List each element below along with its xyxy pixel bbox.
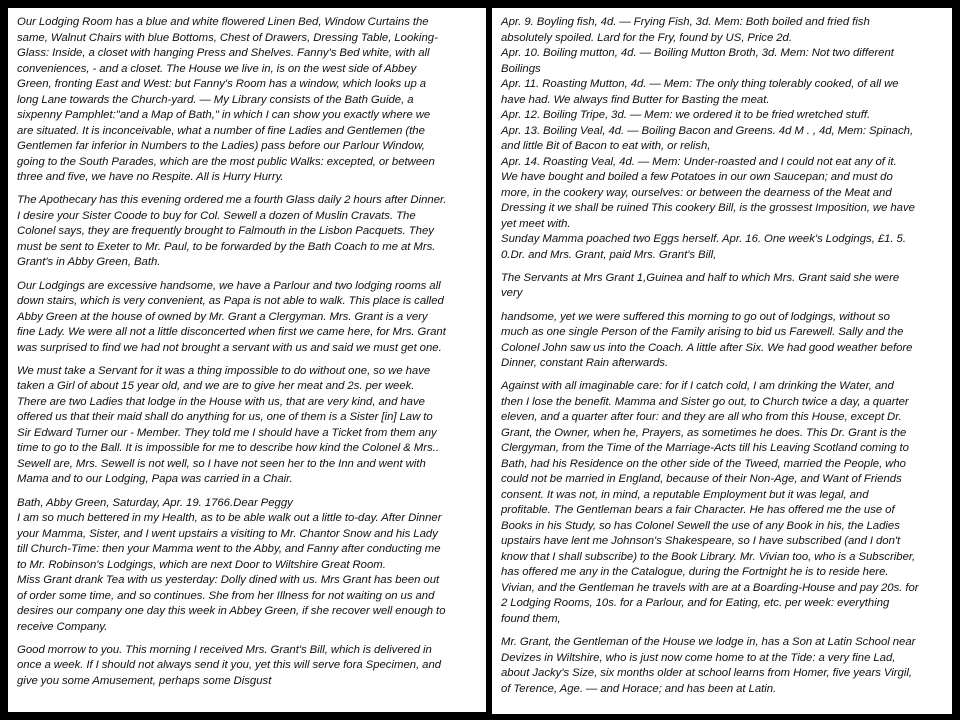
text-line: 2 Lodging Rooms, 10s. for a Parlour, and for Eating, etc. per week: everything [501,597,890,610]
text-line: Books in his Study, so has Colonel Sewell the use of any Book in his, the Ladies [501,519,900,532]
text-line: Abby Green at the house of owned by Mr. Grant a Clergyman. Mrs. Grant is a very [17,310,428,323]
text-line: We have bought and boiled a few Potatoes in our own Saucepan; and must do [501,171,893,183]
paragraph [17,193,477,271]
text-line: three and five, we have no Respite. All is Hurry Hurry. [17,171,284,183]
text-line: Apr. 11. Roasting Mutton, 4d. — Mem: The only thing tolerably cooked, of all we [501,78,899,90]
paragraph [17,279,477,357]
text-line: Against with all imaginable care: for if I catch cold, I am drinking the Water, and [501,380,894,393]
text-line: desires our company one day this week in Abbey Green, if she recover well enough to [17,605,446,618]
text-line: Bath, had his Residence on the other side of the Tweed, married the People, who [501,457,906,470]
text-line: Grant, the Owner, when he, Prayers, as sometimes he does. This Dr. Grant is the [501,426,907,439]
right-page [492,8,952,714]
text-line: of order some time, and so continues. She from her Illness for not waiting on us and [17,589,435,602]
text-line: I desire your Sister Coode to buy for Col. Sewell a dozen of Muslin Cravats. The [17,209,416,222]
text-line: has offered me any in the Catalogue, during the Fortnight he is to reside here. [501,566,889,579]
text-line: then I lose the benefit. Mamma and Sister go out, to Church twice a day, a quarter [501,395,909,408]
text-line: your Mamma, Sister, and I went upstairs a visiting to Mr. Chantor Snow and his Lady [17,527,438,540]
left-page [8,8,486,712]
text-line: Mr. Grant, the Gentleman of the House we lodge in, has a Son at Latin School near [501,636,916,649]
text-line: Sunday Mamma poached two Eggs herself. Apr. 16. One week's Lodgings, £1. 5. [501,233,907,245]
text-line: Green, fronting East and West: but Fanny's Room has a window, which looks up a [17,78,427,90]
text-line: Dinner, constant Rain afterwards. [501,357,669,370]
text-line: till Church-Time: then your Mamma went to the Abby, and Fanny after conducting me [17,543,441,556]
text-line: Our Lodging Room has a blue and white flowered Linen Bed, Window Curtains the [17,16,429,28]
text-line: offered us that their maid shall do anything for us, one of them is a Sister [in] Law to [17,411,433,424]
paragraph [501,635,943,697]
text-line: Apr. 14. Roasting Veal, 4d. — Mem: Under-roasted and I could not eat any of it. [501,155,897,168]
text-line: much as one single Person of the Family arising to bid us Farewell. Sally and the [501,326,904,339]
text-line: absolutely spoiled. Lard for the Fry, found by US, Price 2d. [501,31,792,44]
paragraph [17,15,477,186]
text-line: Apr. 10. Boiling mutton, 4d. — Boiling Mutton Broth, 3d. Mem: Not two different [501,47,894,59]
text-line: give you some Amusement, perhaps some Disgust [17,674,272,687]
text-line: Miss Grant drank Tea with us yesterday: Dolly dined with us. Mrs Grant has been out [17,574,440,587]
text-line: yet meet with. [501,217,571,230]
paragraph [17,364,477,488]
text-line: conveniences, - and a closet. The House we live in, is on the west side of Abbey [17,62,417,75]
text-line: handsome, yet we were suffered this morning to go out of lodgings, without so [501,310,890,323]
text-line: Devizes in Wiltshire, who is just now come home to at the Tide: a very fine Lad, [501,651,896,664]
text-line: down stairs, which is very convenient, as Papa is not able to walk. This place is called [17,295,444,308]
text-line: Our Lodgings are excessive handsome, we have a Parlour and two lodging rooms all [17,279,441,292]
text-line: Apr. 9. Boyling fish, 4d. — Frying Fish, 3d. Mem: Both boiled and fried fish [501,16,870,28]
paragraph [17,643,477,690]
paragraph [501,15,943,263]
paragraph [501,310,943,372]
text-line: must be sent to Exeter to Mr. Paul, to be forwarded by the Bath Coach to me at Mrs. [17,240,436,253]
text-line: same, Walnut Chairs with blue Bottoms, Chest of Drawers, Dressing Table, Looking- [17,31,438,44]
text-line: of Terence, Age. — and Horace; and has been at Latin. [501,682,777,695]
text-line: sixpenny Pamphlet:"and a Map of Bath," in which I can show you exactly where we [17,109,431,121]
text-line: Bath, Abby Green, Saturday, Apr. 19. 1766.Dear Peggy [17,496,293,509]
text-line: are situated. It is inconceivable, what a number of fine Ladies and Gentlemen (the [17,124,425,137]
text-line: fine Lady. We were all not a little disconcerted when first we came here, for Mrs. Grant [17,326,446,339]
text-line: going to the South Parades, which are the most public Walks: excepted, or between [17,155,435,168]
text-line: Glass: Inside, a closet with hanging Press and Shelves. Fanny's Bed white, with all [17,47,430,59]
text-line: to Mr. Robinson's Lodgings, which are next Door to Wiltshire Great Room. [17,558,386,571]
text-line: upstairs have lent me Johnson's Shakespeare, so I have subscribed (and I don't [501,535,901,548]
text-line: could not be married in England, because of their Non-Age, and Want of Friends [501,473,902,486]
text-line: The Servants at Mrs Grant 1,Guinea and half to which Mrs. Grant said she were [501,271,900,284]
text-line: Apr. 13. Boiling Veal, 4d. — Boiling Bacon and Greens. 4d M . , 4d, Mem: Spinach, [501,124,914,137]
text-line: Grant's in Abby Green, Bath. [17,256,161,269]
text-line: Clergyman, from the Time of the Marriage-Acts till his Leaving Scotland coming to [501,442,909,455]
text-line: more, in the cookery way, ourselves: or between the dearness of the Meat and [501,186,892,199]
text-line: Sir Edward Turner our - Member. They told me I should have a Ticket from them any [17,426,437,439]
text-line: profitable. The Gentleman bears a fair Character. He has offered me the use of [501,504,895,517]
text-line: long Lane towards the Church-yard. — My Library consists of the Bath Guide, a [17,93,414,106]
text-line: very [501,287,523,300]
text-line: Good morrow to you. This morning I received Mrs. Grant's Bill, which is delivered in [17,643,432,656]
text-line: Vivian, and the Gentleman he travels with are at a Boarding-House and pay 20s. for [501,581,919,594]
paragraph [501,271,943,302]
text-line: about Jacky's Size, six months older at school learns from Homer, five years Virgil, [501,667,913,680]
text-line: We must take a Servant for it was a thing impossible to do without one, so we have [17,364,431,377]
text-line: I am so much bettered in my Health, as to be able walk out a little to-day. After Dinner [17,512,442,525]
text-line: and little Bit of Bacon to eat with, or relish, [501,140,711,152]
text-line: eleven, and a quarter after four: and they are all who from this House, except Dr. [501,411,902,424]
text-line: once a week. If I should not always send it you, yet this will serve fora Specimen, and [17,659,442,672]
text-line: 0.Dr. and Mrs. Grant, paid Mrs. Grant's Bill, [501,248,717,261]
text-line: taken a Girl of about 15 year old, and we are to give her meat and 2s. per week. [17,380,415,393]
text-line: have had. We always find Butter for Basting the meat. [501,93,770,106]
text-line: Dressing it we shall be ruined This cookery Bill, is the grossest Imposition, we have [501,202,915,214]
text-line: Colonel John saw us into the Coach. A little after Six. We had good weather before [501,341,913,354]
text-line: There are two Ladies that lodge in the House with us, that are very kind, and have [17,395,425,408]
text-line: Mama and to our Lodging, Papa was carried in a Chair. [17,473,293,486]
text-line: time to go to the Ball. It is impossible for me to describe how kind the Colonel & Mrs.. [17,442,439,455]
text-line: found them, [501,612,561,625]
text-line: Colonel says, they are frequently brought to Falmouth in the Lisbon Pacquets. They [17,225,434,238]
paragraph [501,379,943,627]
text-line: consent. It was not, in mind, a reputable Employment but it was legal, and [501,488,869,501]
text-line: Boilings [501,62,541,75]
text-line: Gentlemen far inferior in Numbers to the Ladies) pass before our Parlour Window, [17,140,425,152]
text-line: receive Company. [17,620,108,633]
paragraph [17,496,477,636]
text-line: Apr. 12. Boiling Tripe, 3d. — Mem: we ordered it to be fried wretched stuff. [501,109,871,121]
text-line: Sewell are, Mrs. Sewell is not well, so I have not seen her to the Inn and went with [17,457,426,470]
text-line: know that I shall subscribe) to the Book Library. Mr. Vivian too, who is a Subscriber, [501,550,916,563]
text-line: was surprised to find we had not brought a servant with us and said we must get one. [17,341,442,354]
text-line: The Apothecary has this evening ordered me a fourth Glass daily 2 hours after Dinner. [17,194,447,207]
